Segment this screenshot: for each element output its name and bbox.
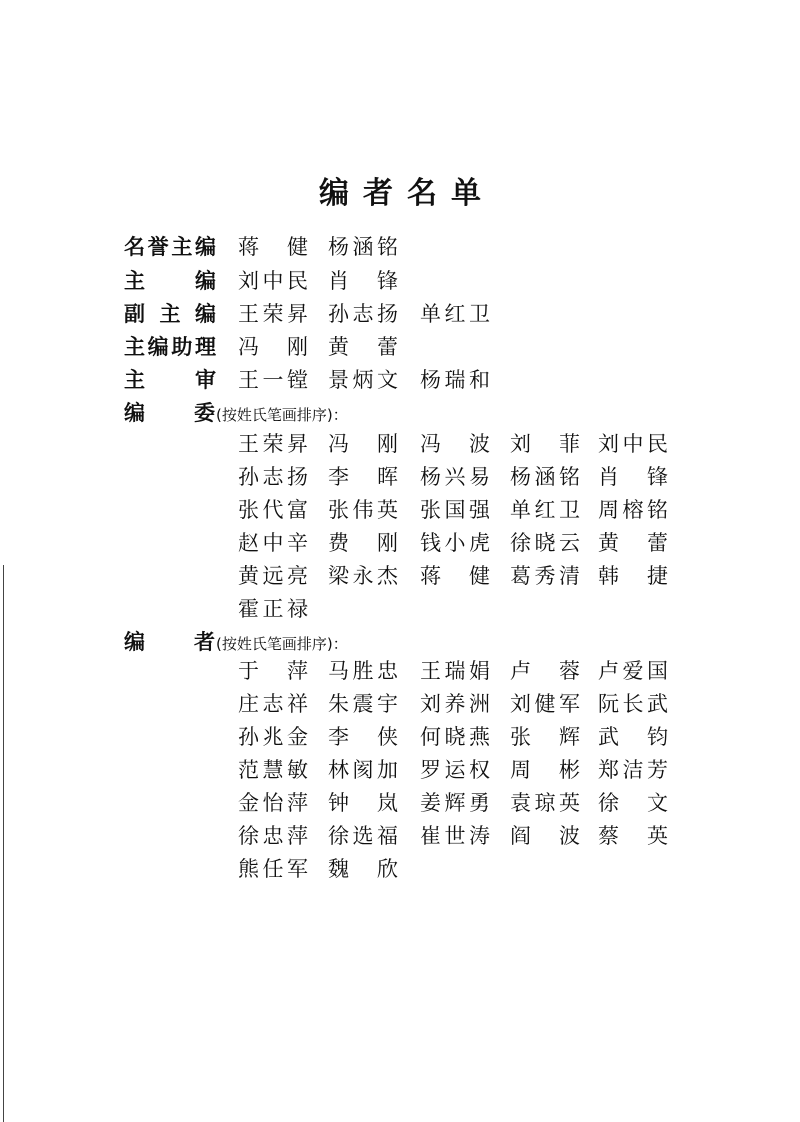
person-name: 林 阂 加 [328,758,398,782]
person-name: 崔 世 涛 [420,824,490,848]
sort-note: (按姓氏笔画排序)： [216,635,348,653]
person-name: 黄 远 亮 [238,564,308,588]
person-name: 徐 选 福 [328,824,398,848]
person-name: 蒋 健 [238,235,308,259]
person-name: 刘 菲 [510,432,580,456]
person-name: 王 一 镗 [238,368,308,392]
person-name: 徐 文 [598,791,668,815]
person-name: 葛 秀 清 [510,564,580,588]
person-name: 王 荣 昇 [238,432,308,456]
role-label: 编 委(按姓氏笔画排序)： [124,401,348,425]
person-name: 朱 震 宇 [328,692,398,716]
person-name: 姜 辉 勇 [420,791,490,815]
person-name: 魏 欣 [328,857,398,881]
person-name: 赵 中 辛 [238,531,308,555]
person-name: 钱 小 虎 [420,531,490,555]
person-name: 徐 忠 萍 [238,824,308,848]
person-name: 王 瑞 娟 [420,659,490,683]
person-name: 周 榕 铭 [598,498,668,522]
role-label: 名 誉 主 编 [124,235,216,259]
role-label: 主 审 [124,368,216,392]
person-name: 周 彬 [510,758,580,782]
person-name: 范 慧 敏 [238,758,308,782]
sort-note: (按姓氏笔画排序)： [216,406,348,424]
page-title: 编者名单 [319,176,495,211]
person-name: 李 晖 [328,465,398,489]
role-label: 主 编 [124,269,216,293]
person-name: 王 荣 昇 [238,302,308,326]
person-name: 郑 洁 芳 [598,758,668,782]
person-name: 韩 捷 [598,564,668,588]
person-name: 马 胜 忠 [328,659,398,683]
person-name: 阮 长 武 [598,692,668,716]
role-label: 副 主 编 [124,302,216,326]
person-name: 张 辉 [510,725,580,749]
person-name: 刘 健 军 [510,692,580,716]
person-name: 梁 永 杰 [328,564,398,588]
person-name: 冯 刚 [238,335,308,359]
person-name: 刘 中 民 [598,432,668,456]
person-name: 单 红 卫 [420,302,490,326]
page-edge-line [3,565,4,1122]
person-name: 蒋 健 [420,564,490,588]
person-name: 孙 志 扬 [238,465,308,489]
person-name: 霍 正 禄 [238,597,308,621]
person-name: 冯 波 [420,432,490,456]
person-name: 费 刚 [328,531,398,555]
person-name: 张 代 富 [238,498,308,522]
person-name: 黄 蕾 [328,335,398,359]
person-name: 杨 兴 易 [420,465,490,489]
person-name: 何 晓 燕 [420,725,490,749]
person-name: 杨 涵 铭 [328,235,398,259]
person-name: 杨 涵 铭 [510,465,580,489]
person-name: 李 侠 [328,725,398,749]
person-name: 钟 岚 [328,791,398,815]
person-name: 冯 刚 [328,432,398,456]
person-name: 刘 中 民 [238,269,308,293]
person-name: 孙 志 扬 [328,302,398,326]
person-name: 蔡 英 [598,824,668,848]
person-name: 杨 瑞 和 [420,368,490,392]
person-name: 金 怡 萍 [238,791,308,815]
person-name: 熊 任 军 [238,857,308,881]
person-name: 刘 养 洲 [420,692,490,716]
person-name: 肖 锋 [598,465,668,489]
person-name: 张 国 强 [420,498,490,522]
person-name: 武 钧 [598,725,668,749]
person-name: 卢 蓉 [510,659,580,683]
person-name: 孙 兆 金 [238,725,308,749]
person-name: 张 伟 英 [328,498,398,522]
person-name: 阎 波 [510,824,580,848]
person-name: 单 红 卫 [510,498,580,522]
person-name: 卢 爱 国 [598,659,668,683]
role-label: 编 者(按姓氏笔画排序)： [124,630,348,654]
person-name: 黄 蕾 [598,531,668,555]
person-name: 袁 琼 英 [510,791,580,815]
person-name: 景 炳 文 [328,368,398,392]
person-name: 肖 锋 [328,269,398,293]
role-label: 主 编 助 理 [124,335,216,359]
person-name: 庄 志 祥 [238,692,308,716]
person-name: 徐 晓 云 [510,531,580,555]
person-name: 于 萍 [238,659,308,683]
person-name: 罗 运 权 [420,758,490,782]
